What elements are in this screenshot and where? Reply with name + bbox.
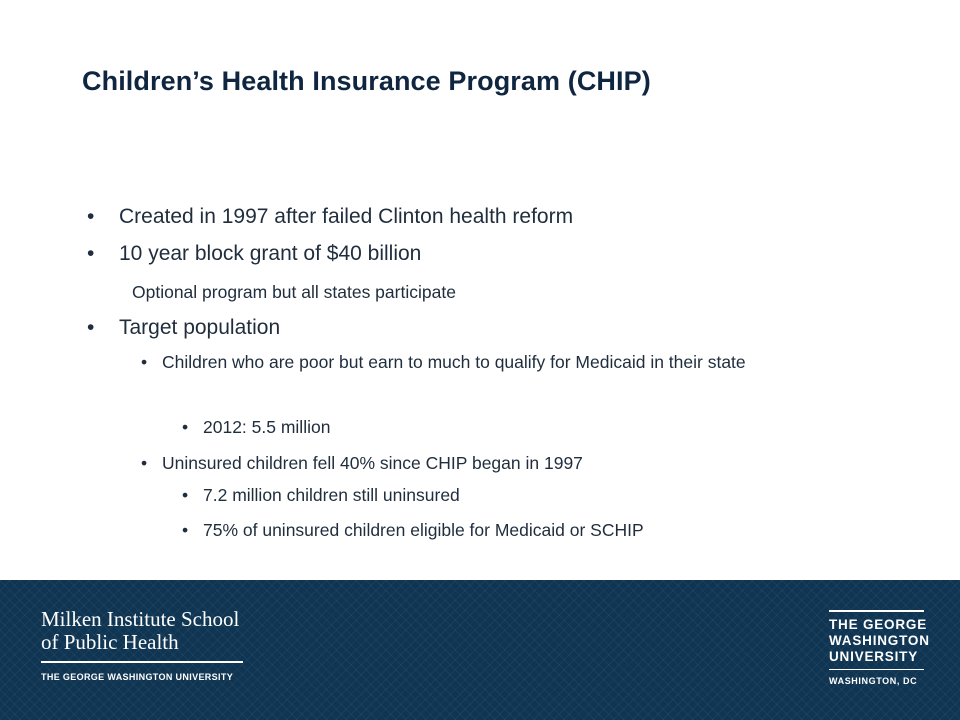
sub-sub-bullet-item [182, 482, 460, 509]
bullet-note: Optional program but all states participate [132, 282, 456, 302]
milken-logo [41, 608, 243, 689]
sub-bullet-text: Children who are poor but earn to much to qualify for Medicaid in their state [162, 352, 746, 372]
bullet-item [87, 242, 422, 266]
bullet-icon: • [87, 205, 95, 228]
gwu-rule-top [829, 610, 924, 612]
milken-divider [41, 661, 243, 663]
slide-title: Children’s Health Insurance Program (CHIP) [82, 66, 651, 96]
footer-banner [0, 580, 960, 720]
milken-name-line2: of Public Health [41, 630, 179, 654]
gwu-rule-bottom [829, 669, 924, 671]
gwu-logo [829, 610, 930, 686]
bullet-icon: • [87, 242, 95, 265]
bullet-item [87, 316, 281, 340]
milken-university-label: THE GEORGE WASHINGTON UNIVERSITY [41, 671, 234, 682]
sub-sub-bullet-text: 2012: 5.5 million [203, 417, 331, 437]
sub-sub-bullet-item [182, 517, 644, 544]
milken-name-line1: Milken Institute School [41, 607, 240, 631]
gwu-line2: WASHINGTON [829, 632, 930, 648]
bullet-text: Created in 1997 after failed Clinton health reform [119, 205, 574, 228]
bullet-icon: • [182, 485, 189, 505]
sub-sub-bullet-item [182, 414, 331, 441]
bullet-icon: • [141, 352, 148, 372]
bullet-icon: • [182, 417, 189, 437]
bullet-icon: • [87, 316, 95, 339]
bullet-text: 10 year block grant of $40 billion [119, 242, 422, 265]
sub-bullet-item [141, 450, 583, 477]
sub-sub-bullet-text: 7.2 million children still uninsured [203, 485, 460, 505]
sub-bullet-item [141, 349, 862, 376]
bullet-text: Target population [119, 316, 281, 339]
bullet-icon: • [141, 453, 148, 473]
sub-sub-bullet-text: 75% of uninsured children eligible for Medicaid or SCHIP [203, 520, 644, 540]
gwu-line1: THE GEORGE [829, 616, 928, 632]
bullet-icon: • [182, 520, 189, 540]
gwu-location: WASHINGTON, DC [829, 676, 918, 686]
sub-bullet-text: Uninsured children fell 40% since CHIP began in 1997 [162, 453, 583, 473]
gwu-line3: UNIVERSITY [829, 648, 919, 664]
bullet-item [87, 205, 574, 229]
